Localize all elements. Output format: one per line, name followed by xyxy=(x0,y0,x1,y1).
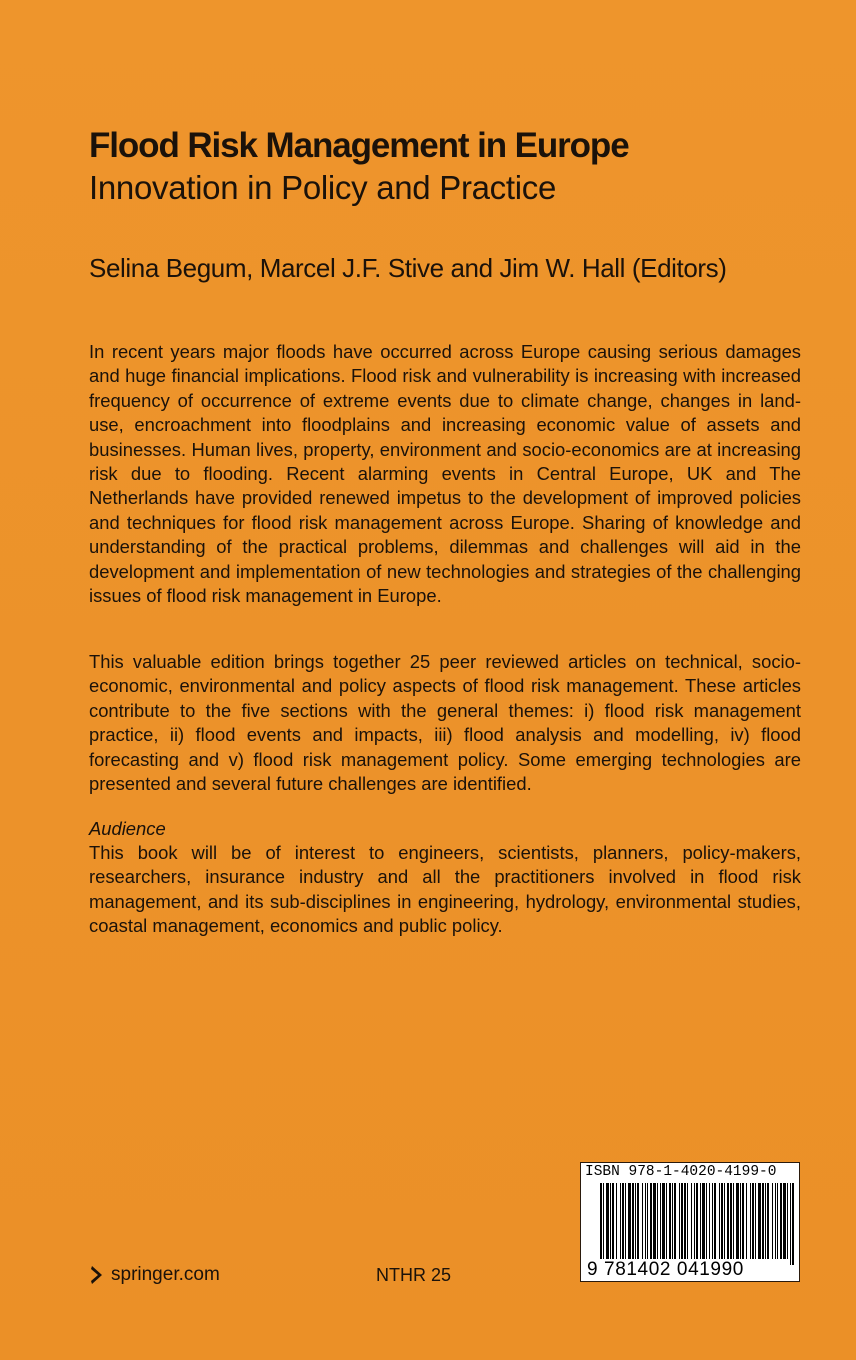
barcode-bar xyxy=(787,1183,788,1259)
barcode-bar xyxy=(616,1183,617,1259)
barcode-bar xyxy=(642,1183,643,1259)
barcode-bar xyxy=(687,1183,688,1259)
barcode-bar xyxy=(762,1183,764,1259)
barcode-bar xyxy=(775,1183,776,1259)
barcode-bar xyxy=(645,1183,646,1259)
book-title: Flood Risk Management in Europe xyxy=(89,126,629,165)
barcode-bar xyxy=(657,1183,658,1259)
barcode-bar xyxy=(783,1183,786,1259)
barcode-bar xyxy=(679,1183,680,1259)
barcode-bar xyxy=(740,1183,741,1259)
barcode-bar xyxy=(702,1183,705,1259)
barcode-bar xyxy=(758,1183,761,1259)
barcode-bar xyxy=(684,1183,686,1259)
publisher-link[interactable] xyxy=(89,1262,220,1288)
barcode-bar xyxy=(736,1183,739,1259)
barcode-bar xyxy=(733,1183,734,1259)
barcode-bar xyxy=(727,1183,729,1259)
barcode-bar xyxy=(662,1183,665,1259)
barcode-bar xyxy=(632,1183,634,1259)
book-subtitle: Innovation in Policy and Practice xyxy=(89,169,557,206)
description-paragraph-2: This valuable edition brings together 25 peer reviewed articles on technical, socio-economic, environmental and policy aspects of flood risk management. These articles contribute to the five sections with the general themes: i) flood risk management practice, ii) flood events and impacts, iii) flood analysis and modelling, iv) flood forecasting and v) flood risk management policy. Some emerging technologies are presented and several future challenges are identified. xyxy=(89,651,801,795)
audience-heading: Audience xyxy=(89,818,166,839)
barcode-bar xyxy=(709,1183,710,1259)
barcode-bar xyxy=(721,1183,723,1259)
series-code: NTHR 25 xyxy=(376,1265,452,1285)
barcode-bar xyxy=(746,1183,747,1259)
barcode-number: 9 781402 041990 xyxy=(587,1259,744,1280)
barcode-bar xyxy=(691,1183,692,1259)
isbn-barcode-box xyxy=(580,1162,800,1282)
barcode-bar xyxy=(777,1183,778,1259)
publisher-website[interactable]: springer.com xyxy=(111,1264,220,1285)
barcode-bar xyxy=(790,1183,791,1265)
barcode-bar xyxy=(696,1183,698,1265)
barcode-bar xyxy=(669,1183,671,1259)
audience-paragraph: This book will be of interest to engineers, scientists, planners, policy-makers, researchers, insurance industry and all the practitioners involved in flood risk management, and its sub-disciplines in engineering, hydrology, environmental studies, coastal management, economics and public policy. xyxy=(89,842,801,937)
barcode-bar xyxy=(700,1183,701,1259)
barcode-bar xyxy=(719,1183,720,1259)
barcode-bar xyxy=(650,1183,652,1259)
barcode-bar xyxy=(755,1183,756,1259)
barcode-bar xyxy=(694,1183,695,1259)
chevron-right-icon xyxy=(89,1264,105,1286)
barcode-bar xyxy=(653,1183,656,1259)
barcode-bar xyxy=(672,1183,673,1259)
barcode-bar xyxy=(600,1183,602,1265)
barcode-bar xyxy=(752,1183,754,1259)
barcode-bar xyxy=(765,1183,766,1259)
barcode-bar xyxy=(767,1183,769,1259)
barcode-bar xyxy=(660,1183,661,1259)
barcode-bar xyxy=(647,1183,648,1259)
barcode-bar xyxy=(666,1183,667,1259)
barcode-bar xyxy=(603,1183,604,1259)
barcode-bar xyxy=(625,1183,626,1259)
barcode-bar xyxy=(610,1183,611,1259)
barcode-bar xyxy=(622,1183,624,1259)
barcode-bar xyxy=(635,1183,636,1259)
barcode-bar xyxy=(780,1183,782,1259)
barcode-bar xyxy=(628,1183,631,1259)
barcode-bar xyxy=(706,1183,707,1259)
barcode-bar xyxy=(714,1183,716,1259)
barcode-bar xyxy=(606,1183,609,1259)
description-paragraph-1: In recent years major floods have occurred across Europe causing serious damages and huge financial implications. Flood risk and vulnerability is increasing with increased frequency of occurrence of extreme events due to climate change, changes in land-use, encroachment into floodplains and increasing economic value of assets and businesses. Human lives, property, environment and socio-economics are at increasing risk due to flooding. Recent alarming events in Central Europe, UK and The Netherlands have provided renewed impetus to the development of improved policies and techniques for flood risk management across Europe. Sharing of knowledge and understanding of the practical problems, dilemmas and challenges will aid in the development and implementation of new technologies and strategies of the challenging issues of flood risk management in Europe. xyxy=(89,341,801,607)
barcode-bar xyxy=(724,1183,725,1259)
book-editors: Selina Begum, Marcel J.F. Stive and Jim W. Hall (Editors) xyxy=(89,253,727,283)
barcode-bar xyxy=(637,1183,639,1259)
barcode-bar xyxy=(730,1183,732,1259)
barcode-image xyxy=(599,1183,795,1265)
barcode-bar xyxy=(772,1183,773,1259)
isbn-label: ISBN 978-1-4020-4199-0 xyxy=(585,1164,777,1180)
barcode-bar xyxy=(712,1183,713,1259)
barcode-bar xyxy=(792,1183,794,1265)
barcode-bar xyxy=(742,1183,744,1259)
barcode-bar xyxy=(612,1183,614,1259)
barcode-bar xyxy=(674,1183,676,1259)
barcode-bar xyxy=(681,1183,683,1259)
barcode-bar xyxy=(620,1183,621,1259)
barcode-bar xyxy=(750,1183,751,1259)
